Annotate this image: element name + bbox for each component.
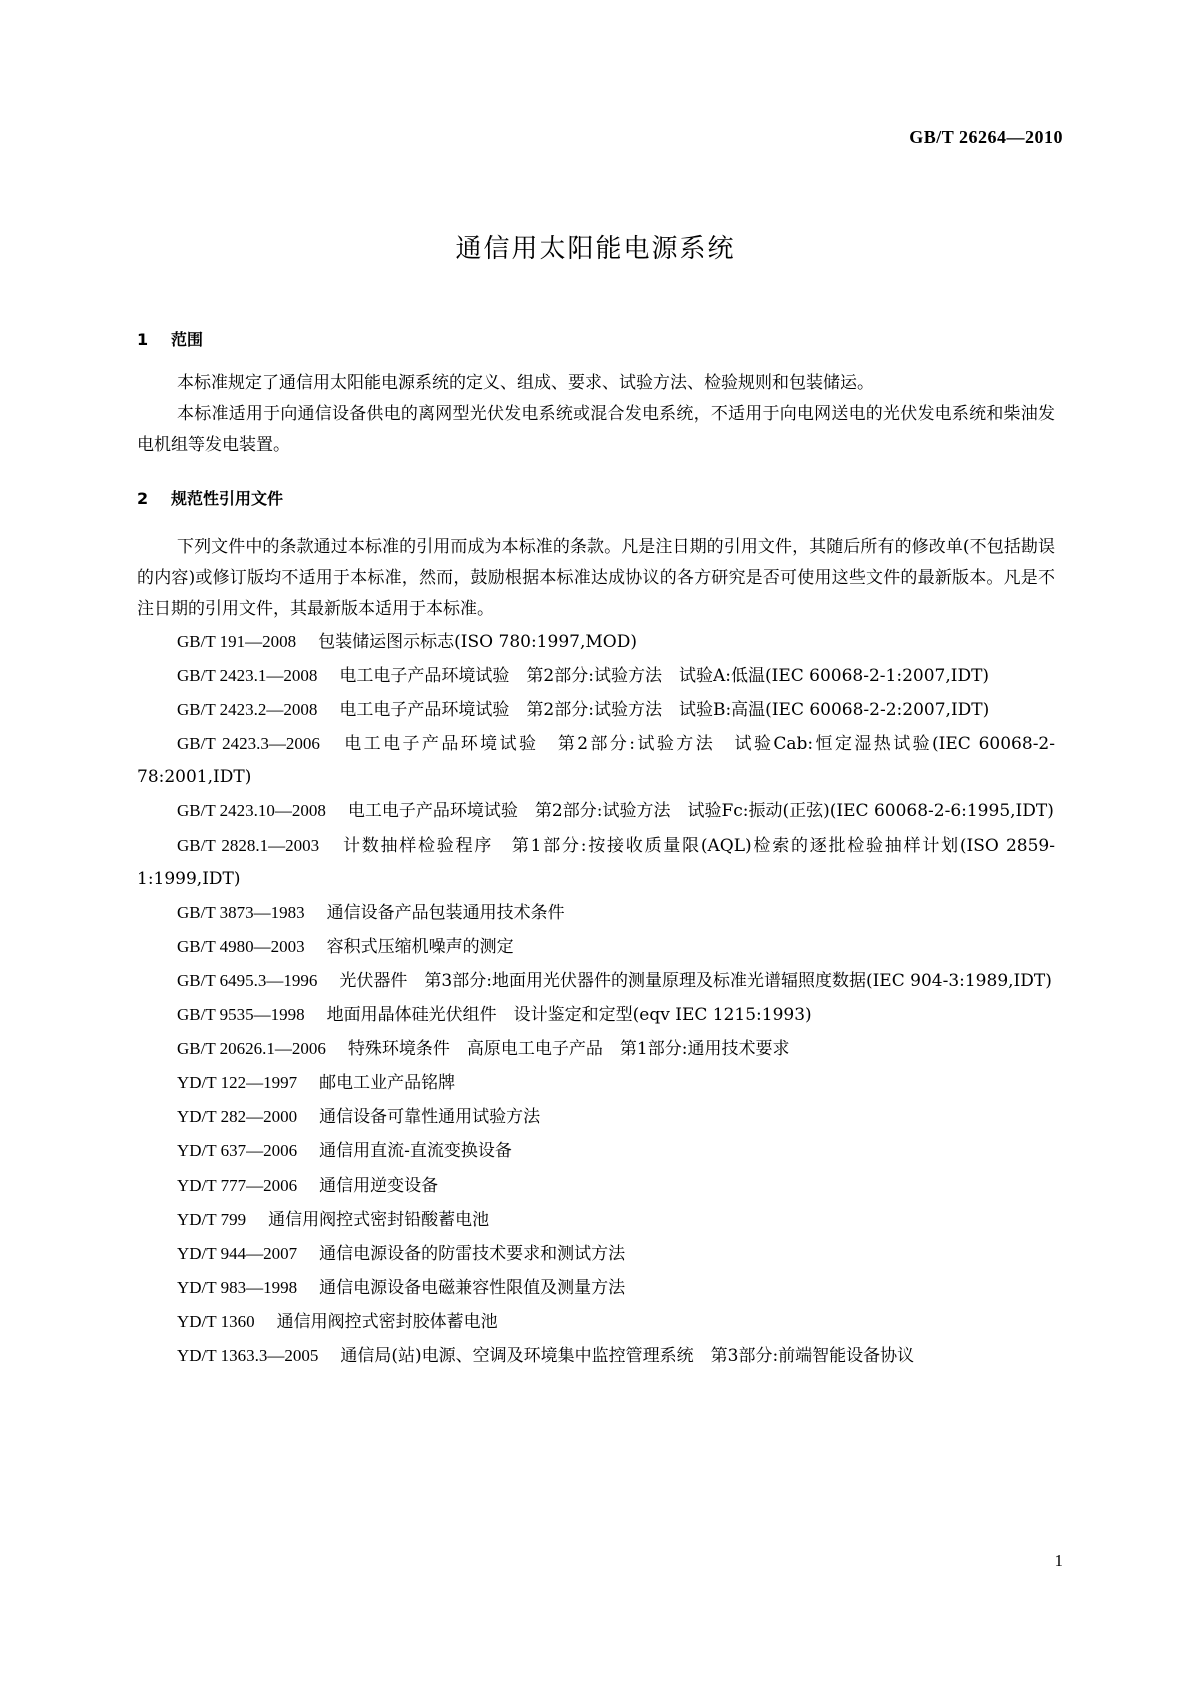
reference-title: 通信用直流-直流变换设备: [319, 1141, 512, 1162]
reference-code: GB/T 191—2008: [177, 632, 297, 651]
reference-code: YD/T 777—2006: [177, 1175, 298, 1195]
reference-code: GB/T 3873—1983: [177, 902, 305, 922]
reference-title: 计数抽样检验程序 第1部分:按接收质量限(AQL)检索的逐批检验抽样计划(ISO 2859-1:1999,IDT): [137, 835, 1055, 889]
document-title: 通信用太阳能电源系统: [455, 234, 736, 264]
reference-code: GB/T 2423.2—2008: [177, 700, 318, 720]
reference-item: [137, 1271, 1055, 1305]
reference-title: 特殊环境条件 高原电工电子产品 第1部分:通用技术要求: [347, 1039, 790, 1060]
scope-paragraph-1: 本标准规定了通信用太阳能电源系统的定义、组成、要求、试验方法、检验规则和包装储运。: [177, 373, 874, 393]
reference-item: [137, 1100, 1055, 1134]
references-intro-paragraph: 下列文件中的条款通过本标准的引用而成为本标准的条款。凡是注日期的引用文件，其随后所有的修改单(不包括勘误的内容)或修订版均不适用于本标准，然而，鼓励根据本标准达成协议的各方研究是否可使用这些文件的最新版本。凡是不注日期的引用文件，其最新版本适用于本标准。: [137, 537, 1055, 619]
reference-title: 通信用逆变设备: [319, 1175, 439, 1196]
reference-code: YD/T 637—2006: [177, 1141, 298, 1161]
section-1-title: 范围: [171, 330, 204, 349]
reference-title: 通信局(站)电源、空调及环境集中监控管理系统 第3部分:前端智能设备协议: [340, 1345, 915, 1366]
reference-code: GB/T 2423.3—2006: [177, 734, 320, 754]
reference-code: YD/T 1360: [177, 1311, 255, 1331]
reference-title: 通信用阀控式密封胶体蓄电池: [276, 1311, 498, 1332]
reference-title: 通信用阀控式密封铅酸蓄电池: [268, 1209, 490, 1230]
reference-item: [137, 1169, 1055, 1203]
reference-title: 通信电源设备的防雷技术要求和测试方法: [319, 1243, 626, 1264]
reference-item: [137, 829, 1055, 896]
reference-code: GB/T 9535—1998: [177, 1005, 305, 1025]
reference-item: [137, 964, 1055, 998]
reference-item: [137, 693, 1055, 727]
reference-code: GB/T 2423.1—2008: [177, 666, 318, 686]
reference-title: 通信电源设备电磁兼容性限值及测量方法: [319, 1277, 626, 1298]
section-2-heading: [137, 486, 283, 509]
standard-number: GB/T 26264—2010: [909, 127, 1063, 147]
reference-code: YD/T 1363.3—2005: [177, 1345, 319, 1365]
reference-title: 包装储运图示标志(ISO 780:1997,MOD): [318, 632, 637, 652]
page-number: 1: [1054, 1551, 1063, 1570]
reference-code: GB/T 2828.1—2003: [177, 835, 320, 855]
reference-item: [137, 998, 1055, 1032]
reference-item: [137, 1339, 1055, 1373]
reference-item: [137, 1237, 1055, 1271]
reference-code: GB/T 6495.3—1996: [177, 970, 318, 990]
scope-paragraph-2: 本标准适用于向通信设备供电的离网型光伏发电系统或混合发电系统，不适用于向电网送电的光伏发电系统和柴油发电机组等发电装置。: [137, 404, 1055, 455]
reference-code: GB/T 2423.10—2008: [177, 801, 326, 821]
reference-title: 电工电子产品环境试验 第2部分:试验方法 试验B:高温(IEC 60068-2-2:2007,IDT): [339, 700, 990, 721]
reference-item: [137, 1066, 1055, 1100]
section-2-number: 2: [137, 489, 149, 508]
reference-item: [137, 1032, 1055, 1066]
reference-item: [137, 1203, 1055, 1237]
reference-item: [137, 896, 1055, 930]
reference-title: 邮电工业产品铭牌: [319, 1073, 456, 1094]
reference-item: [137, 727, 1055, 794]
reference-title: 通信设备可靠性通用试验方法: [319, 1107, 541, 1128]
reference-item: [137, 625, 1055, 659]
reference-code: GB/T 4980—2003: [177, 936, 305, 956]
reference-title: 光伏器件 第3部分:地面用光伏器件的测量原理及标准光谱辐照度数据(IEC 904-3:1989,IDT): [339, 970, 1052, 991]
reference-code: YD/T 122—1997: [177, 1073, 298, 1093]
reference-item: [137, 659, 1055, 693]
reference-title: 通信设备产品包装通用技术条件: [326, 902, 565, 923]
reference-title: 电工电子产品环境试验 第2部分:试验方法 试验Fc:振动(正弦)(IEC 60068-2-6:1995,IDT): [347, 801, 1054, 822]
reference-item: [137, 1305, 1055, 1339]
section-1-number: 1: [137, 330, 149, 349]
reference-title: 容积式压缩机噪声的测定: [326, 936, 514, 957]
section-2-title: 规范性引用文件: [171, 489, 284, 508]
reference-code: YD/T 944—2007: [177, 1243, 298, 1263]
reference-title: 地面用晶体硅光伏组件 设计鉴定和定型(eqv IEC 1215:1993): [326, 1005, 812, 1026]
reference-item: [137, 794, 1055, 828]
section-1-heading: [137, 327, 203, 350]
reference-code: YD/T 282—2000: [177, 1107, 298, 1127]
reference-title: 电工电子产品环境试验 第2部分:试验方法 试验Cab:恒定湿热试验(IEC 60068-2-78:2001,IDT): [137, 734, 1055, 788]
reference-item: [137, 930, 1055, 964]
reference-code: YD/T 983—1998: [177, 1277, 298, 1297]
reference-item: [137, 1134, 1055, 1168]
reference-code: YD/T 799: [177, 1209, 247, 1229]
reference-title: 电工电子产品环境试验 第2部分:试验方法 试验A:低温(IEC 60068-2-1:2007,IDT): [339, 666, 990, 687]
reference-code: GB/T 20626.1—2006: [177, 1039, 326, 1059]
reference-list: [137, 625, 1055, 1373]
